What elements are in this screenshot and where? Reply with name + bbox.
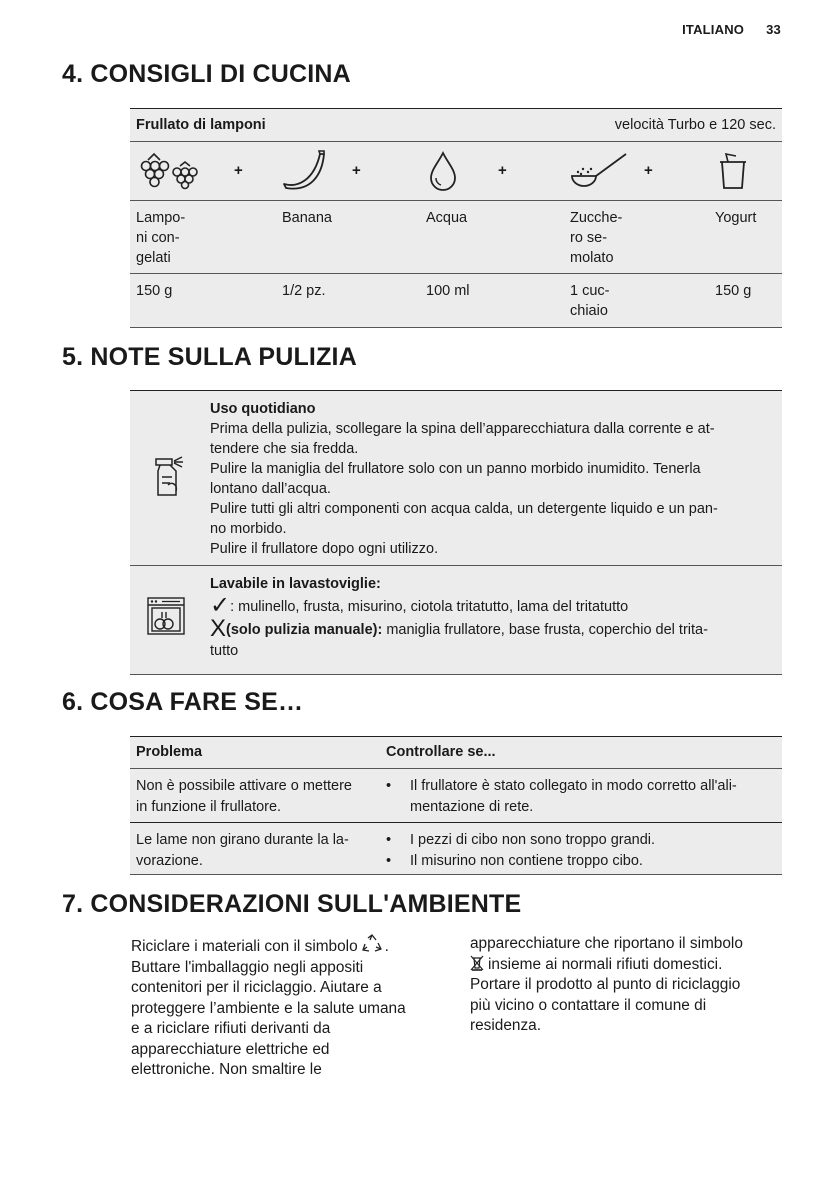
yogurt-cup-icon [716,150,750,192]
text-line: apparecchiature elettriche ed [131,1040,330,1058]
column-header-check: Controllare se... [386,744,496,760]
weee-bin-icon [470,955,484,971]
dishwasher-no-text: maniglia frullatore, base frusta, coperchio del trita- [382,622,708,638]
section-6-title: 6. COSA FARE SE… [62,688,304,716]
text-line: no morbido. [210,521,287,537]
check-icon: ✓ [210,592,231,619]
cleaning-table [130,390,782,675]
ingredient-name: Banana [282,210,332,226]
section-7-title: 7. CONSIDERAZIONI SULL'AMBIENTE [62,890,522,918]
dishwasher-icon [146,596,186,636]
text-line: Pulire il frullatore dopo ogni utilizzo. [210,541,439,557]
cross-icon: X [210,615,227,642]
text-line: Buttare l'imballaggio negli appositi [131,958,364,976]
ingredient-names-row [130,200,782,273]
text-line: Pulire tutti gli altri componenti con acqua calda, un detergente liquido e un pan- [210,501,718,517]
text-line: contenitori per il riciclaggio. Aiutare a [131,979,382,996]
problem-text: Non è possibile attivare o mettere in funzione il frullatore. [136,778,352,815]
banana-icon [280,150,328,192]
recipe-header [130,108,782,141]
text-line: Prima della pulizia, scollegare la spina dell’apparecchiatura dalla corrente e at- [210,421,715,437]
section-5-title: 5. NOTE SULLA PULIZIA [62,343,357,371]
recycle-icon [359,934,385,954]
text-line: residenza. [470,1017,542,1034]
dishwasher-yes-text: : mulinello, frusta, misurino, ciotola tritatutto, lama del tritatutto [230,599,629,615]
text-line: tendere che sia fredda. [210,441,359,457]
plus-sign: + [234,162,243,179]
text-line: e a riciclare rifiuti derivanti da [131,1020,331,1037]
dishwasher-row [130,565,782,675]
ingredient-name: Zucche- ro se- molato [570,210,623,266]
environment-right-column [470,934,800,1037]
recipe-speed: velocità Turbo e 120 sec. [614,117,776,133]
recipe-icons-row [130,141,782,200]
daily-use-row [130,390,782,565]
spray-cleaning-icon [150,455,186,499]
plus-sign: + [644,162,653,179]
ingredient-quantities-row [130,273,782,328]
water-drop-icon [426,150,460,192]
table-row [130,768,782,822]
plus-sign: + [352,162,361,179]
sugar-spoon-icon [568,150,632,192]
ingredient-name: Acqua [426,210,468,226]
text-line: insieme ai normali rifiuti domestici. [470,955,800,976]
recipe-table [130,108,782,328]
plus-sign: + [498,162,507,179]
ingredient-name: Yogurt [715,210,757,226]
dishwasher-text [210,574,776,662]
language-label: ITALIANO [682,22,745,37]
troubleshooting-table [130,736,782,875]
check-item: • Il misurino non contiene troppo cibo. [386,851,778,872]
text-line: proteggere l’ambiente e la salute umana [131,999,406,1017]
raspberries-icon [136,150,202,190]
check-list [386,776,778,817]
dishwasher-yes-line [210,592,776,619]
ingredient-quantity: 1 cuc- chiaio [570,283,610,319]
daily-use-text [210,399,776,559]
problem-text: Le lame non girano durante la la- vorazione. [136,832,349,869]
troubleshooting-header [130,736,782,768]
text-line: Riciclare i materiali con il simbolo . [131,934,451,958]
environment-left-column [131,934,451,1081]
recipe-name: Frullato di lamponi [136,117,266,133]
section-4-title: 4. CONSIGLI DI CUCINA [62,60,351,88]
daily-use-title: Uso quotidiano [210,401,316,417]
dishwasher-no-text-cont: tutto [210,643,239,659]
table-row [130,822,782,875]
ingredient-quantity: 1/2 pz. [282,283,326,299]
text-line: lontano dall’acqua. [210,481,331,497]
page-number: 33 [766,22,781,37]
dishwasher-no-line [210,615,776,642]
page-header [682,22,781,37]
ingredient-quantity: 150 g [136,283,173,299]
column-header-problem: Problema [136,744,203,760]
check-item: • I pezzi di cibo non sono troppo grandi. [386,830,778,851]
dishwasher-title: Lavabile in lavastoviglie: [210,576,381,592]
text-line: Pulire la maniglia del frullatore solo con un panno morbido inumidito. Tenerla [210,461,701,477]
check-list [386,830,778,871]
manual-cleaning-label: (solo pulizia manuale): [226,622,383,638]
check-item: • Il frullatore è stato collegato in modo corretto all'ali- mentazione di rete. [386,776,778,817]
ingredient-name: Lampo- ni con- gelati [136,210,186,266]
text-line: Portare il prodotto al punto di riciclaggio [470,976,741,993]
ingredient-quantity: 150 g [715,283,752,299]
text-line: più vicino o contattare il comune di [470,996,707,1014]
text-line: apparecchiature che riportano il simbolo [470,935,743,952]
ingredient-quantity: 100 ml [426,283,470,299]
text-line: elettroniche. Non smaltire le [131,1061,322,1078]
